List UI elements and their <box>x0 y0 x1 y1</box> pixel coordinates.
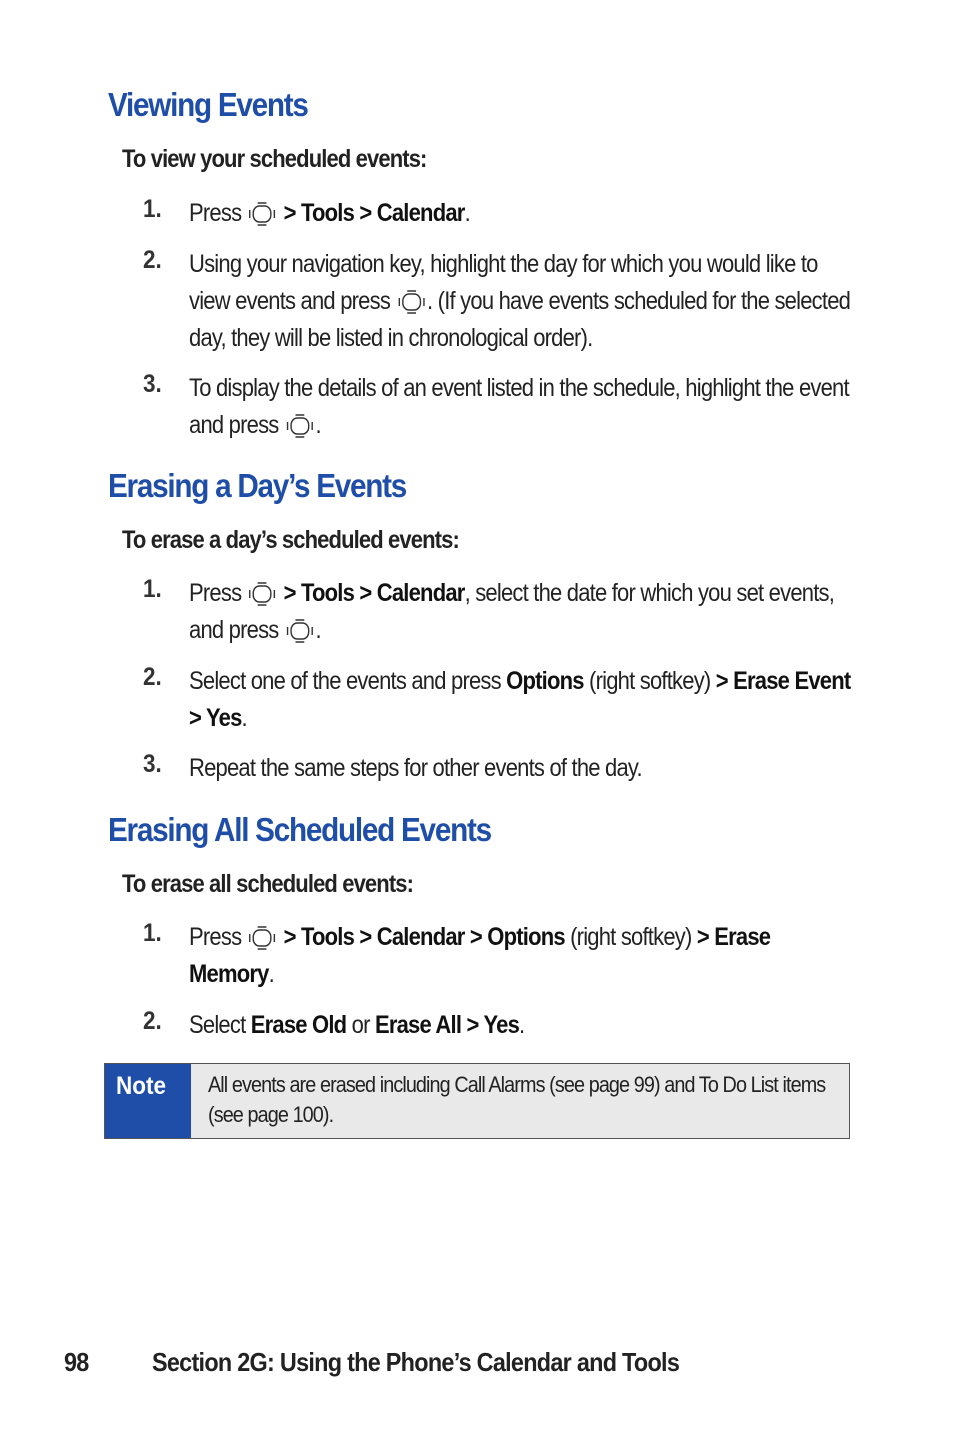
step-text-run: Press <box>189 923 247 951</box>
step-text <box>189 750 858 787</box>
menu-ok-key-icon <box>248 925 276 951</box>
page-number: 98 <box>64 1347 89 1377</box>
step-command-text: Options <box>506 667 584 695</box>
step-number: 2. <box>143 1007 162 1035</box>
step-text-run: . (If you have events scheduled for the selected day, they will be listed in chronological order). <box>189 287 851 352</box>
step-text <box>189 246 858 357</box>
section-title-viewing-events: Viewing Events <box>108 86 308 123</box>
step-text-run: , select the date for which you set events, and press <box>189 579 835 644</box>
step-command-text: > Erase Event > Yes <box>189 667 851 732</box>
note-text: All events are erased including Call Alarms (see page 99) and To Do List items (see page 100). <box>208 1072 826 1127</box>
step-number: 1. <box>143 195 162 223</box>
menu-ok-key-icon <box>248 201 276 227</box>
menu-ok-key-icon <box>286 413 314 439</box>
step-text-run: Repeat the same steps for other events of the day. <box>189 754 642 782</box>
menu-ok-key-icon <box>397 289 425 315</box>
step-number: 1. <box>143 919 162 947</box>
step-command-text: > Erase Memory <box>189 923 771 988</box>
section-lead: To erase all scheduled events: <box>122 870 414 898</box>
step-number: 3. <box>143 750 162 778</box>
step-command-text: > Tools > Calendar <box>278 199 465 227</box>
step-text <box>189 1007 858 1044</box>
step-command-text: Erase Old <box>250 1011 347 1039</box>
section-title-erasing-all-events: Erasing All Scheduled Events <box>108 811 491 848</box>
menu-ok-key-icon <box>248 581 276 607</box>
section-title-erasing-days-events: Erasing a Day’s Events <box>108 467 407 504</box>
section-lead: To view your scheduled events: <box>122 145 427 173</box>
note-box <box>104 1063 850 1139</box>
step-text <box>189 663 858 737</box>
menu-ok-key-icon <box>286 618 314 644</box>
step-text-run: (right softkey) <box>583 667 716 695</box>
step-text <box>189 370 858 444</box>
step-number: 2. <box>143 246 162 274</box>
step-command-text: > Tools > Calendar <box>278 579 465 607</box>
step-text-run: Select one of the events and press <box>189 667 507 695</box>
step-text-run: . <box>464 199 470 227</box>
step-text-run: Press <box>189 199 247 227</box>
step-number: 3. <box>143 370 162 398</box>
step-command-text: > Tools > Calendar > Options <box>278 923 565 951</box>
step-text-run: . <box>519 1011 525 1039</box>
step-text-run: Press <box>189 579 247 607</box>
step-text-run: . <box>315 411 321 439</box>
note-label-box <box>105 1064 191 1138</box>
step-text-run: . <box>241 704 247 732</box>
step-number: 1. <box>143 575 162 603</box>
step-text-run: . <box>268 960 274 988</box>
step-text-run: . <box>315 616 321 644</box>
step-text-run: Using your navigation key, highlight the day for which you would like to view events and press <box>189 250 818 315</box>
step-text-run: To display the details of an event listed in the schedule, highlight the event and press <box>189 374 849 439</box>
step-text <box>189 195 858 232</box>
step-text <box>189 575 858 649</box>
step-text-run: (right softkey) <box>564 923 697 951</box>
step-number: 2. <box>143 663 162 691</box>
step-command-text: Erase All > Yes <box>374 1011 520 1039</box>
step-text-run: or <box>346 1011 375 1039</box>
footer-section-title: Section 2G: Using the Phone’s Calendar and Tools <box>152 1347 680 1377</box>
step-text-run: Select <box>189 1011 251 1039</box>
section-lead: To erase a day’s scheduled events: <box>122 526 459 554</box>
step-text <box>189 919 858 993</box>
note-label: Note <box>116 1072 167 1100</box>
